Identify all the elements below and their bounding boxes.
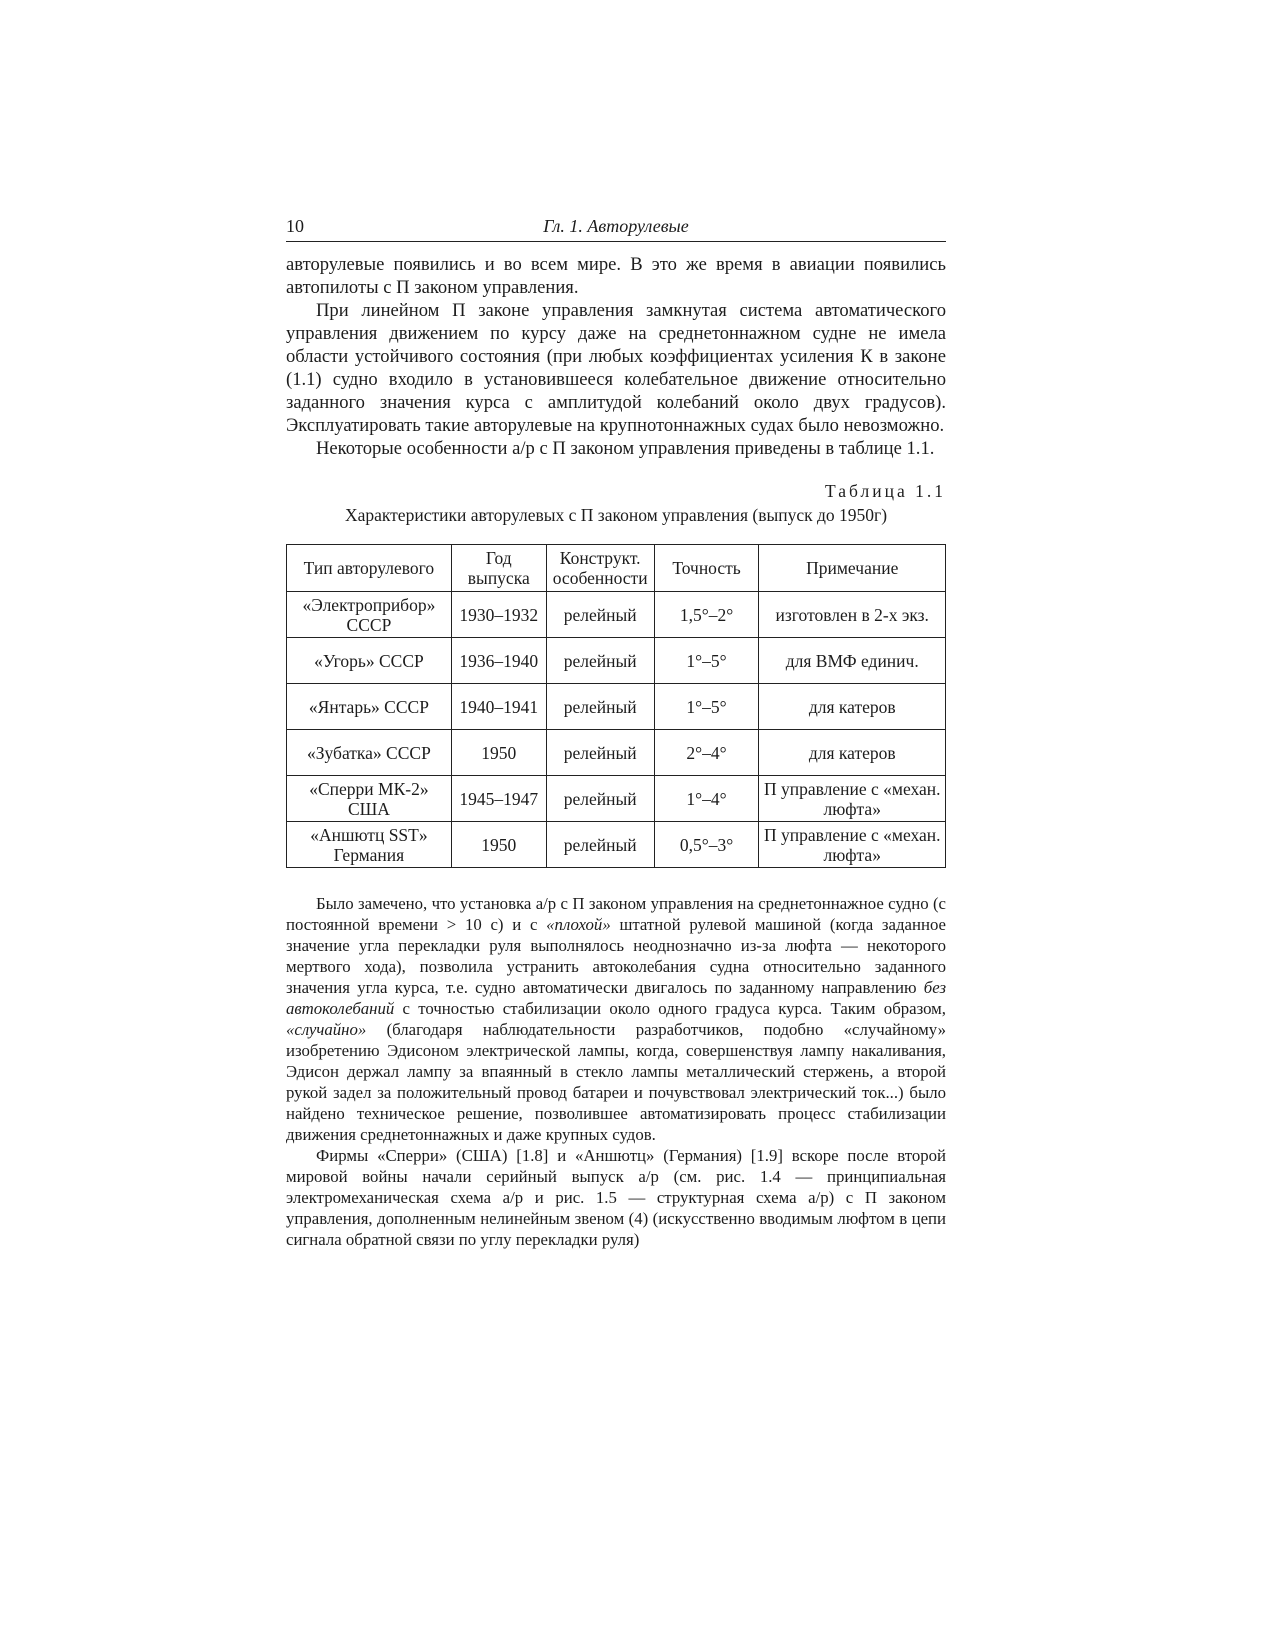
table-label: Таблица 1.1 — [825, 481, 946, 501]
table-row — [287, 730, 946, 776]
paragraph-5: Фирмы «Сперри» (США) [1.8] и «Аншютц» (Германия) [1.9] вскоре после второй мировой войны начали серийный выпуск а/р (см. рис. 1.4 — принципиальная электромеханическая схема а/р и рис. 1.5 — структурная схема а/р) с П законом управления, дополненным нелинейным звеном (4) (искусственно вводимым люфтом в цепи сигнала обратной связи по углу перекладки руля) — [286, 1146, 946, 1249]
cell-type: «Электроприбор» СССР — [287, 592, 452, 638]
cell-type: «Янтарь» СССР — [287, 684, 452, 730]
cell-type: «Угорь» СССР — [287, 638, 452, 684]
page-header — [286, 215, 946, 242]
cell-year: 1930–1932 — [451, 592, 546, 638]
page — [286, 215, 946, 1250]
table-row — [287, 776, 946, 822]
header-year: Год выпуска — [451, 545, 546, 592]
cell-accuracy: 1°–5° — [654, 638, 759, 684]
paragraph-4-part-c: с точностью стабилизации около одного градуса курса. Таким образом, — [394, 999, 946, 1018]
characteristics-table — [286, 544, 946, 868]
header-design: Конструкт. особенности — [546, 545, 654, 592]
paragraph-4-part-b: штатной рулевой машиной (когда заданное значение угла перекладки руля выполнялось неоднозначно из-за люфта — некоторого мертвого хода), позволила устранить автоколебания судна относительно заданного значения угла курса, т.е. судно автоматически двигалось по заданному направлению — [286, 915, 946, 997]
cell-year: 1945–1947 — [451, 776, 546, 822]
cell-year: 1950 — [451, 822, 546, 868]
cell-type: «Сперри МК-2» США — [287, 776, 452, 822]
paragraph-4-part-d: (благодаря наблюдательности разработчиков, подобно «случайному» изобретению Эдисоном электрической лампы, когда, совершенствуя лампу накаливания, Эдисон держал лампу за впаянный в стекло лампы металлический стержень, а второй рукой задел за положительный провод батареи и почувствовал электрический ток...) было найдено техническое решение, позволившее автоматизировать процесс стабилизации движения среднетоннажных и даже крупных судов. — [286, 1020, 946, 1144]
cell-accuracy: 1°–5° — [654, 684, 759, 730]
running-title: Гл. 1. Авторулевые — [543, 216, 689, 236]
body-text-bottom — [286, 893, 946, 1250]
cell-type: «Зубатка» СССР — [287, 730, 452, 776]
cell-note: для ВМФ единич. — [759, 638, 946, 684]
header-type: Тип авторулевого — [287, 545, 452, 592]
cell-accuracy: 2°–4° — [654, 730, 759, 776]
table-caption: Характеристики авторулевых с П законом управления (выпуск до 1950г) — [344, 505, 888, 525]
header-accuracy: Точность — [654, 545, 759, 592]
cell-note: для катеров — [759, 730, 946, 776]
cell-year: 1950 — [451, 730, 546, 776]
table-row — [287, 822, 946, 868]
paragraph-1: авторулевые появились и во всем мире. В это же время в авиации появились автопилоты с П законом управления. — [286, 254, 946, 298]
header-note: Примечание — [759, 545, 946, 592]
paragraph-4-part-a: Было замечено, что установка а/р с П законом управления на среднетоннажное судно (с постоянной времени > 10 с) и с — [286, 894, 946, 934]
cell-note: для катеров — [759, 684, 946, 730]
table-row — [287, 684, 946, 730]
page-number: 10 — [286, 216, 304, 236]
body-text-top — [286, 253, 946, 460]
table-header-row — [287, 545, 946, 592]
cell-design: релейный — [546, 822, 654, 868]
table-row — [287, 638, 946, 684]
cell-design: релейный — [546, 592, 654, 638]
cell-design: релейный — [546, 638, 654, 684]
cell-note: П управление с «механ. люфта» — [759, 822, 946, 868]
cell-year: 1936–1940 — [451, 638, 546, 684]
table-row — [287, 592, 946, 638]
cell-note: изготовлен в 2-х экз. — [759, 592, 946, 638]
cell-note: П управление с «механ. люфта» — [759, 776, 946, 822]
paragraph-4 — [286, 893, 946, 1145]
paragraph-2: При линейном П законе управления замкнутая система автоматического управления движением по курсу даже на среднетоннажном судне не имела области устойчивого состояния (при любых коэффициентах усиления К в законе (1.1) судно входило в установившееся колебательное движение относительно заданного значения курса с амплитудой колебаний около двух градусов). Эксплуатировать такие авторулевые на крупнотоннажных судах было невозможно. — [286, 300, 946, 436]
cell-accuracy: 1°–4° — [654, 776, 759, 822]
emphasis-bez-avtokolebaniy: без автоколебаний — [286, 978, 946, 1018]
emphasis-sluchayno: «случайно» — [286, 1020, 367, 1039]
cell-design: релейный — [546, 730, 654, 776]
cell-accuracy: 0,5°–3° — [654, 822, 759, 868]
cell-design: релейный — [546, 684, 654, 730]
cell-accuracy: 1,5°–2° — [654, 592, 759, 638]
emphasis-plokhoy: «плохой» — [546, 915, 611, 934]
paragraph-3: Некоторые особенности а/р с П законом управления приведены в таблице 1.1. — [316, 438, 935, 459]
cell-design: релейный — [546, 776, 654, 822]
cell-year: 1940–1941 — [451, 684, 546, 730]
cell-type: «Аншютц SST» Германия — [287, 822, 452, 868]
